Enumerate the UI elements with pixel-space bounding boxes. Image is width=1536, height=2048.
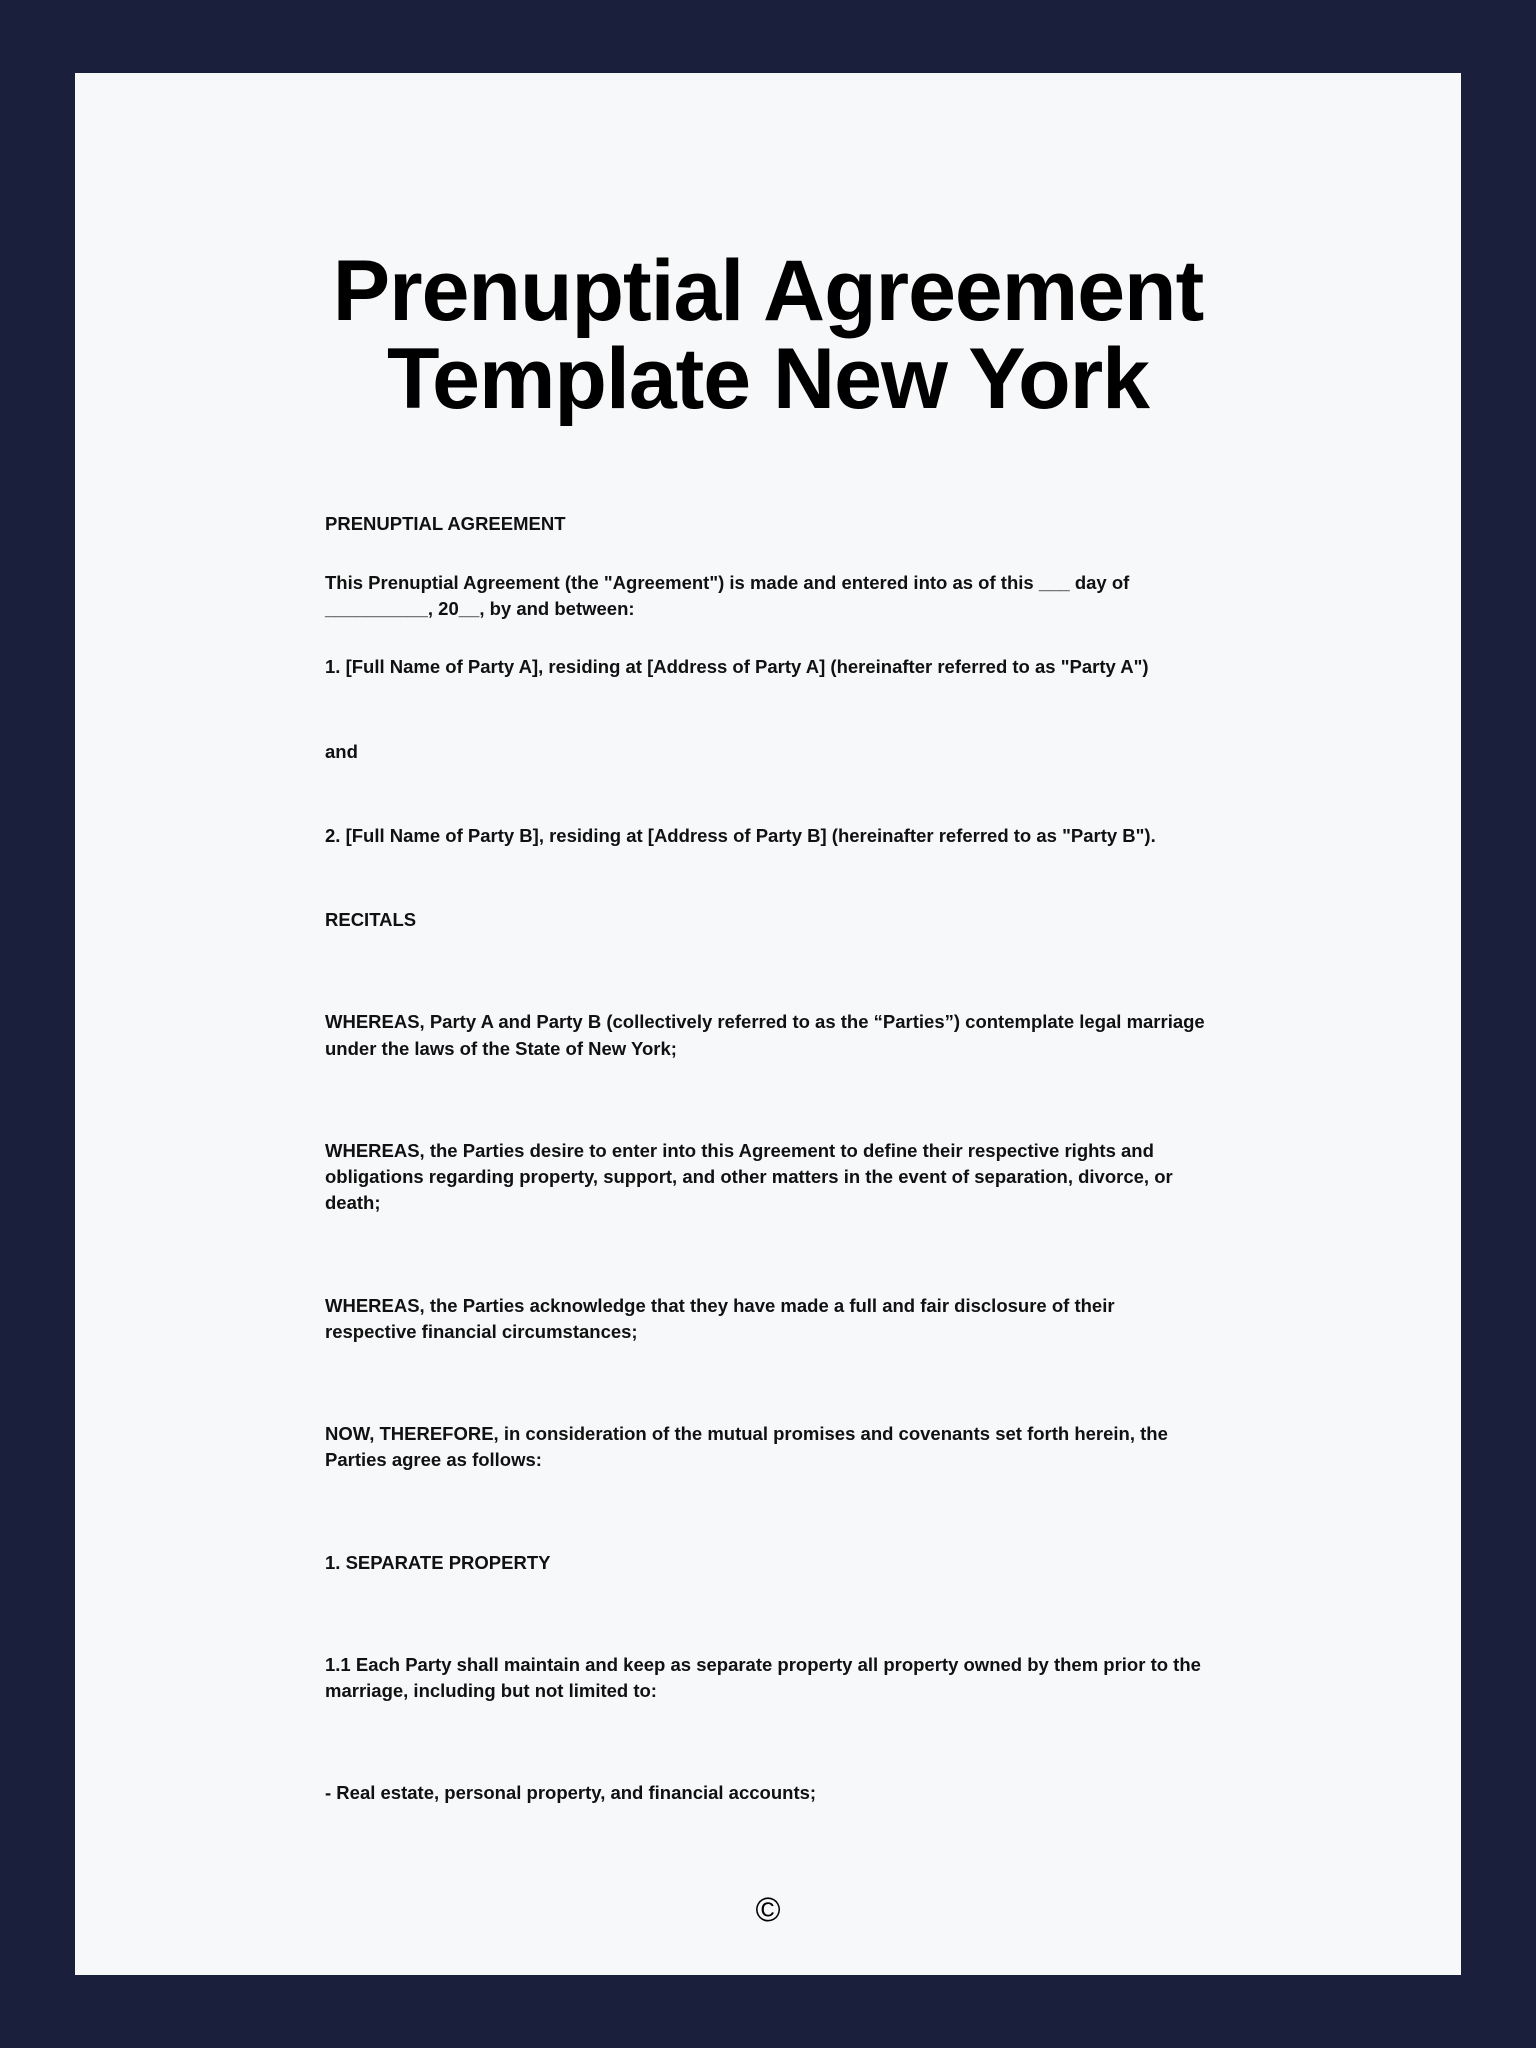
paragraph-whereas-3: WHEREAS, the Parties acknowledge that they have made a full and fair disclosure of their respective financial circumstances;: [325, 1294, 1115, 1342]
copyright-icon: ©: [755, 1891, 781, 1929]
spacer: [325, 1704, 1211, 1780]
spacer: [325, 849, 1211, 907]
spacer: [325, 1062, 1211, 1138]
section-heading-separate-property: 1. SEPARATE PROPERTY: [325, 1551, 551, 1573]
spacer: [325, 1576, 1211, 1652]
spacer: [325, 1474, 1211, 1550]
spacer: [325, 538, 1211, 570]
document-page: [75, 73, 1461, 1975]
section-heading-prenuptial-agreement: PRENUPTIAL AGREEMENT: [325, 513, 566, 535]
page-title: Prenuptial Agreement Template New York: [332, 243, 1204, 427]
paragraph-intro: This Prenuptial Agreement (the "Agreement") is made and entered into as of this ___ day of __________, 20__, by and between:: [325, 571, 1130, 619]
paragraph-whereas-1: WHEREAS, Party A and Party B (collectively referred to as the “Parties”) contemplate legal marriage under the laws of the State of New York;: [325, 1011, 1205, 1059]
document-body: [75, 511, 1461, 1806]
paragraph-party-a: 1. [Full Name of Party A], residing at [Address of Party A] (hereinafter referred to as "Party A"): [325, 656, 1149, 678]
spacer: [325, 681, 1211, 739]
section-heading-recitals: RECITALS: [325, 909, 417, 931]
paragraph-and: and: [325, 740, 358, 762]
paragraph-whereas-2: WHEREAS, the Parties desire to enter into this Agreement to define their respective rights and obligations regarding property, support, and other matters in the event of separation, divorce, or death;: [325, 1139, 1173, 1214]
spacer: [325, 1345, 1211, 1421]
paragraph-1-1: 1.1 Each Party shall maintain and keep as separate property all property owned by them prior to the marriage, including but not limited to:: [325, 1653, 1201, 1702]
spacer: [325, 765, 1211, 823]
paragraph-now-therefore: NOW, THEREFORE, in consideration of the mutual promises and covenants set forth herein, the Parties agree as follows:: [325, 1423, 1168, 1471]
spacer: [325, 622, 1211, 654]
list-item-real-estate: - Real estate, personal property, and financial accounts;: [325, 1782, 817, 1804]
title-block: [75, 73, 1461, 427]
paragraph-party-b: 2. [Full Name of Party B], residing at [Address of Party B] (hereinafter referred to as "Party B").: [325, 824, 1156, 846]
spacer: [325, 1217, 1211, 1293]
spacer: [325, 933, 1211, 1009]
